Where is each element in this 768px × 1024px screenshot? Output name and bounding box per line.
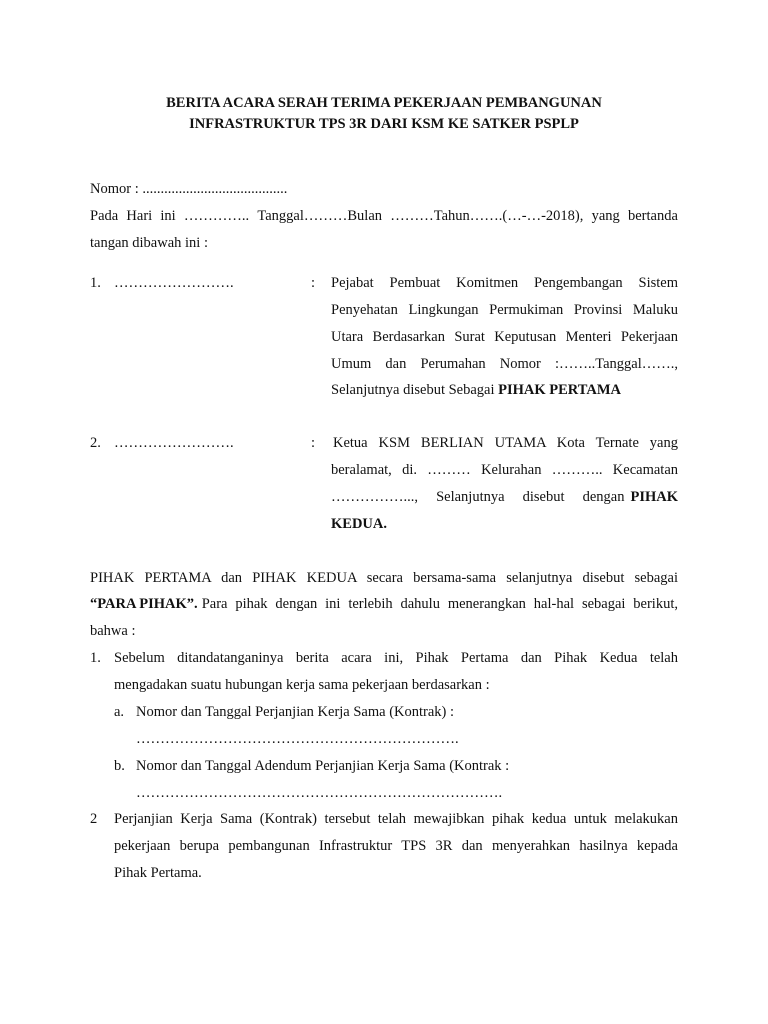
item1-sub-a-text: Nomor dan Tanggal Perjanjian Kerja Sama (Kontrak) : <box>136 704 455 720</box>
pihak-label: PIHAK <box>630 489 678 505</box>
party2-name: ……………………. <box>114 435 234 451</box>
party1-name: ……………………. <box>114 275 234 291</box>
item1-number: 1. <box>90 650 101 666</box>
party2-colon: : <box>311 435 316 451</box>
item1-sub-b-dots: …………………………………………………………………. <box>136 785 503 801</box>
party1-line: Utara Berdasarkan Surat Keputusan Menteri Pekerjaan <box>331 329 678 345</box>
hari-line-2: tangan dibawah ini : <box>90 235 208 251</box>
party1-last-prefix: Selanjutnya disebut Sebagai <box>331 382 499 398</box>
party1-number: 1. <box>90 275 101 291</box>
party1-line: Umum dan Perumahan Nomor :……..Tanggal……., <box>331 356 678 372</box>
party1-line: Pejabat Pembuat Komitmen Pengembangan Sistem <box>331 275 678 291</box>
hari-word: bertanda <box>627 208 678 224</box>
item2-line-1: Perjanjian Kerja Sama (Kontrak) tersebut telah mewajibkan pihak kedua untuk melakukan <box>114 811 678 827</box>
para-line-2-rest: Para pihak dengan ini terlebih dahulu menerangkan hal-hal sebagai berikut, <box>201 596 678 612</box>
hari-word: ………….. <box>183 208 250 224</box>
title-line-2: INFRASTRUKTUR TPS 3R DARI KSM KE SATKER PSPLP <box>189 116 579 132</box>
item1-line-2: mengadakan suatu hubungan kerja sama pekerjaan berdasarkan : <box>114 677 490 693</box>
para-line-1: PIHAK PERTAMA dan PIHAK KEDUA secara bersama-sama selanjutnya disebut sebagai <box>90 570 678 586</box>
pihak-kedua-label: KEDUA. <box>331 516 387 532</box>
party2-line-3-prefix: ……………..., Selanjutnya disebut dengan <box>331 489 625 505</box>
hari-word: ………Tahun…….(…-…-2018), <box>390 208 584 224</box>
party2-line-1: Ketua KSM BERLIAN UTAMA Kota Ternate yang <box>333 435 678 451</box>
party1-colon: : <box>311 275 316 291</box>
para-pihak-label: “PARA PIHAK”. <box>90 596 198 612</box>
hari-word: Tanggal………Bulan <box>257 208 383 224</box>
item1-sub-a-dots: …………………………………………………………. <box>136 731 459 747</box>
party1-line: Penyehatan Lingkungan Permukiman Provinsi Maluku <box>331 302 678 318</box>
hari-word: yang <box>591 208 620 224</box>
item2-line-2: pekerjaan berupa pembangunan Infrastruktur TPS 3R dan menyerahkan hasilnya kepada <box>114 838 678 854</box>
item2-line-3: Pihak Pertama. <box>114 865 202 881</box>
party2-number: 2. <box>90 435 101 451</box>
para-line-2 <box>90 596 678 613</box>
item1-sub-a-label: a. <box>114 704 125 720</box>
party2-line-2: beralamat, di. ……… Kelurahan ……….. Kecamatan <box>331 462 678 478</box>
item1-line-1: Sebelum ditandatanganinya berita acara ini, Pihak Pertama dan Pihak Kedua telah <box>114 650 678 666</box>
nomor-line: Nomor : ........................................ <box>90 181 288 197</box>
document-title <box>90 93 678 135</box>
item1-sub-b-text: Nomor dan Tanggal Adendum Perjanjian Kerja Sama (Kontrak : <box>136 758 510 774</box>
hari-line <box>90 208 678 225</box>
party1-last-line <box>331 382 621 399</box>
title-line-1: BERITA ACARA SERAH TERIMA PEKERJAAN PEMBANGUNAN <box>166 95 602 111</box>
item2-number: 2 <box>90 811 98 827</box>
item1-sub-b-label: b. <box>114 758 125 774</box>
hari-word: ini <box>160 208 176 224</box>
para-line-3: bahwa : <box>90 623 136 639</box>
hari-word: Hari <box>126 208 153 224</box>
party2-line-3 <box>331 489 678 506</box>
pihak-pertama-label: PIHAK PERTAMA <box>498 382 621 398</box>
hari-word: Pada <box>90 208 119 224</box>
